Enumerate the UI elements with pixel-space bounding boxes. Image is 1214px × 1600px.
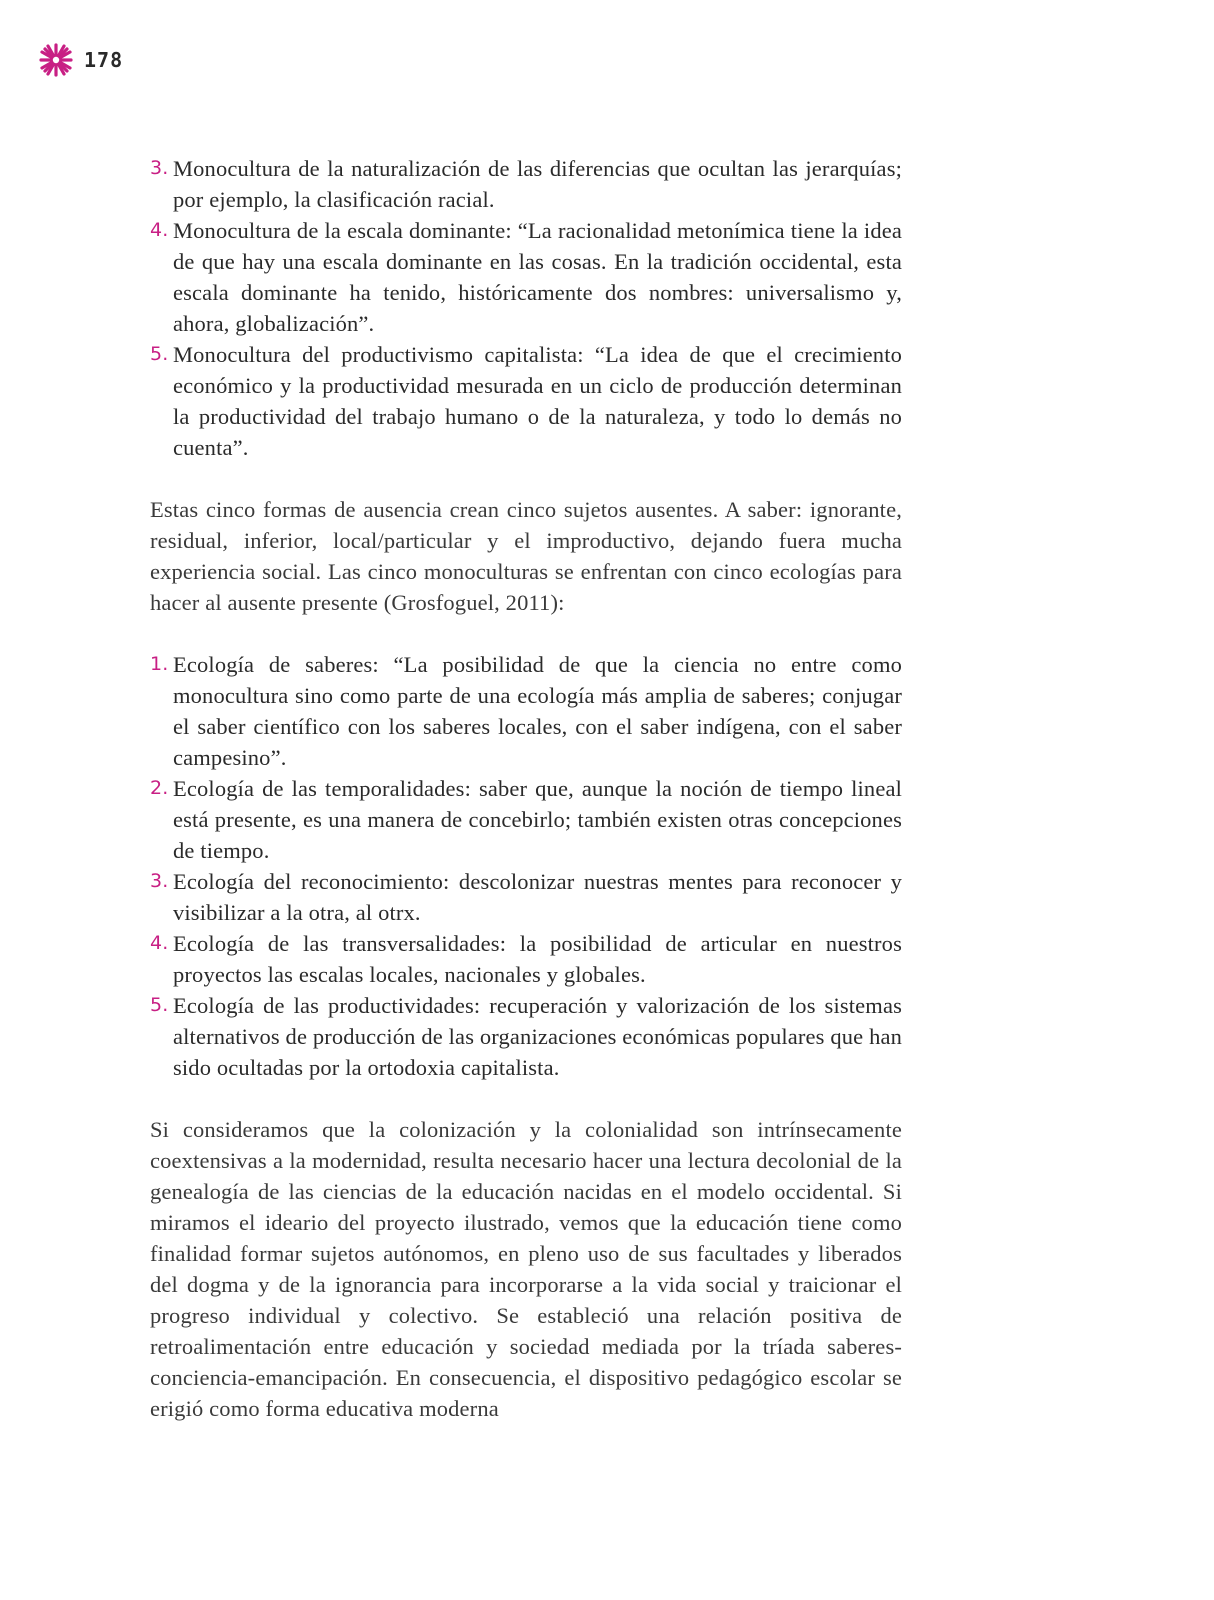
list-item: [150, 866, 902, 928]
list-item: [150, 649, 902, 773]
list-item-number: 4.: [150, 932, 169, 954]
list-item-number: 5.: [150, 994, 169, 1016]
page-body: [150, 153, 902, 1424]
spacer: [150, 618, 902, 649]
list-item-text: Monocultura de la naturalización de las diferencias que ocultan las jerarquías; por ejemplo, la clasificación racial.: [173, 156, 902, 212]
spacer: [150, 1083, 902, 1114]
list-item-text: Ecología del reconocimiento: descolonizar nuestras mentes para reconocer y visibilizar a la otra, al otrx.: [173, 869, 902, 925]
list-item-text: Monocultura del productivismo capitalista: “La idea de que el crecimiento económico y la productividad mesurada en un ciclo de producción determinan la productividad del trabajo humano o de la naturaleza, y todo lo demás no cuenta”.: [173, 342, 902, 460]
asterisk-flower-icon: [38, 42, 74, 78]
paragraph-decolonial-reading: Si consideramos que la colonización y la colonialidad son intrínsecamente coextensivas a la modernidad, resulta necesario hacer una lectura decolonial de la genealogía de las ciencias de la educación nacidas en el modelo occidental. Si miramos el ideario del proyecto ilustrado, vemos que la educación tiene como finalidad formar sujetos autónomos, en pleno uso de sus facultades y liberados del dogma y de la ignorancia para incorporarse a la vida social y traicionar el progreso individual y colectivo. Se estableció una relación positiva de retroalimentación entre educación y sociedad mediada por la tríada saberes-conciencia-emancipación. En consecuencia, el dispositivo pedagógico escolar se erigió como forma educativa moderna: [150, 1117, 902, 1421]
list-item: [150, 339, 902, 463]
list-item-text: Ecología de saberes: “La posibilidad de que la ciencia no entre como monocultura sino como parte de una ecología más amplia de saberes; conjugar el saber científico con los saberes locales, con el saber indígena, con el saber campesino”.: [173, 652, 902, 770]
list-item: [150, 153, 902, 215]
spacer: [150, 463, 902, 494]
monocultures-list: [150, 153, 902, 463]
list-item-number: 3.: [150, 870, 169, 892]
list-item-text: Ecología de las transversalidades: la posibilidad de articular en nuestros proyectos las escalas locales, nacionales y globales.: [173, 931, 902, 987]
list-item: [150, 928, 902, 990]
list-item-text: Ecología de las temporalidades: saber que, aunque la noción de tiempo lineal está presente, es una manera de concebirlo; también existen otras concepciones de tiempo.: [173, 776, 902, 863]
page-number: 178: [84, 48, 124, 72]
list-item-number: 5.: [150, 343, 169, 365]
list-item-text: Monocultura de la escala dominante: “La racionalidad metonímica tiene la idea de que hay una escala dominante en las cosas. En la tradición occidental, esta escala dominante ha tenido, históricamente dos nombres: universalismo y, ahora, globalización”.: [173, 218, 902, 336]
ecologies-list: [150, 649, 902, 1083]
paragraph-absences: Estas cinco formas de ausencia crean cinco sujetos ausentes. A saber: ignorante, residual, inferior, local/particular y el improductivo, dejando fuera mucha experiencia social. Las cinco monoculturas se enfrentan con cinco ecologías para hacer al ausente presente (Grosfoguel, 2011):: [150, 497, 902, 615]
list-item-text: Ecología de las productividades: recuperación y valorización de los sistemas alternativos de producción de las organizaciones económicas populares que han sido ocultadas por la ortodoxia capitalista.: [173, 993, 903, 1080]
list-item-number: 2.: [150, 777, 169, 799]
list-item: [150, 773, 902, 866]
list-item-number: 1.: [150, 653, 169, 675]
list-item: [150, 215, 902, 339]
list-item-number: 4.: [150, 219, 169, 241]
list-item-number: 3.: [150, 157, 169, 179]
list-item: [150, 990, 902, 1083]
page-header: [38, 42, 123, 78]
